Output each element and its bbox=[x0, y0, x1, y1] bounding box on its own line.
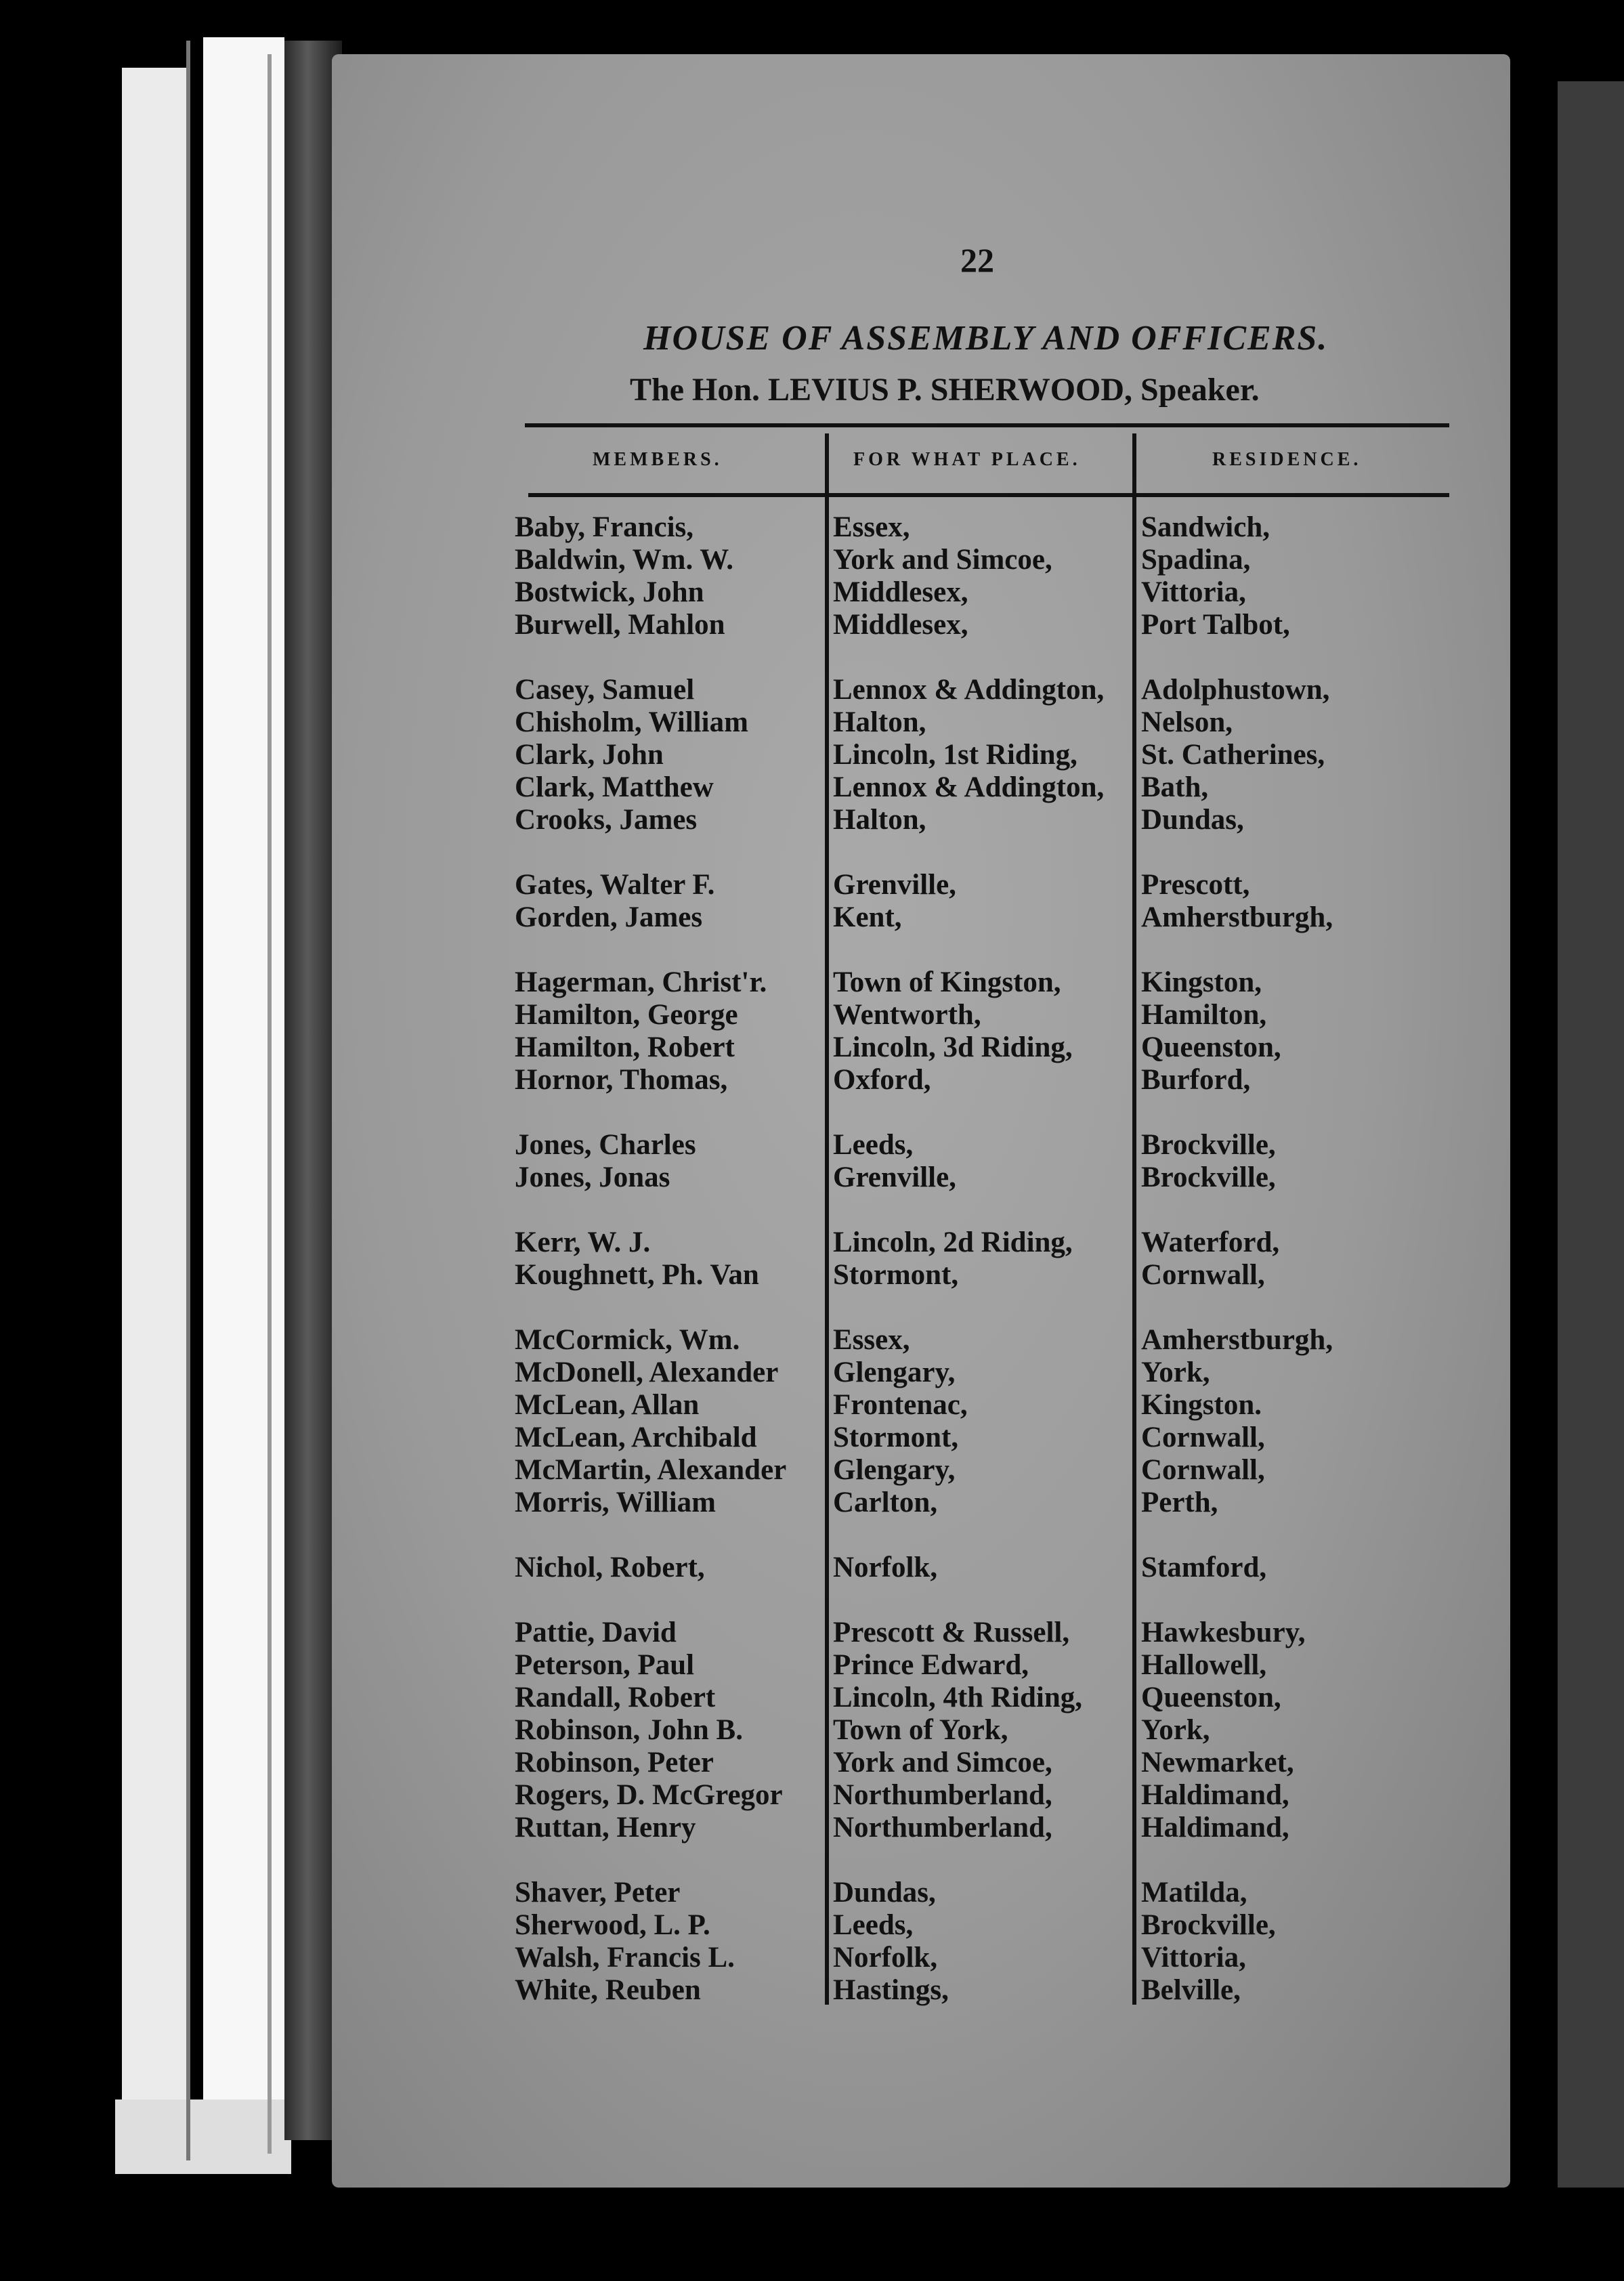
member-name: McDonell, Alexander bbox=[515, 1357, 779, 1388]
member-residence: Matilda, bbox=[1141, 1877, 1247, 1909]
member-place: Dundas, bbox=[833, 1877, 936, 1909]
member-name: McLean, Archibald bbox=[515, 1422, 757, 1453]
group-spacer bbox=[1141, 934, 1333, 966]
group-spacer bbox=[1141, 1096, 1333, 1129]
member-residence: Hawkesbury, bbox=[1141, 1617, 1306, 1648]
residence-column bbox=[1141, 511, 1333, 2007]
member-name: Robinson, Peter bbox=[515, 1747, 714, 1778]
member-residence: Adolphustown, bbox=[1141, 674, 1330, 706]
member-place: Hastings, bbox=[833, 1974, 949, 2006]
edge-line bbox=[186, 41, 190, 2160]
member-name: Hornor, Thomas, bbox=[515, 1064, 728, 1096]
member-residence: Kingston. bbox=[1141, 1389, 1262, 1421]
member-name: Hagerman, Christ'r. bbox=[515, 966, 767, 998]
member-name: McMartin, Alexander bbox=[515, 1454, 787, 1486]
member-name: Hamilton, George bbox=[515, 999, 738, 1031]
member-residence: Queenston, bbox=[1141, 1682, 1281, 1713]
member-name: Shaver, Peter bbox=[515, 1877, 681, 1909]
member-place: Town of Kingston, bbox=[833, 966, 1061, 998]
book-edge-inner bbox=[203, 37, 284, 2164]
book-edge-outer bbox=[122, 68, 186, 2167]
member-place: Prince Edward, bbox=[833, 1649, 1029, 1681]
group-spacer bbox=[1141, 836, 1333, 869]
member-name: White, Reuben bbox=[515, 1974, 701, 2006]
member-place: Glengary, bbox=[833, 1357, 956, 1388]
member-residence: Port Talbot, bbox=[1141, 609, 1290, 641]
member-residence: Haldimand, bbox=[1141, 1812, 1289, 1843]
member-place: Norfolk, bbox=[833, 1942, 938, 1974]
member-place: Norfolk, bbox=[833, 1552, 938, 1583]
member-name: Pattie, David bbox=[515, 1617, 677, 1648]
member-place: Essex, bbox=[833, 511, 910, 543]
member-name: Rogers, D. McGregor bbox=[515, 1779, 783, 1811]
member-residence: Newmarket, bbox=[1141, 1747, 1294, 1778]
member-residence: Dundas, bbox=[1141, 804, 1244, 836]
member-residence: Haldimand, bbox=[1141, 1779, 1289, 1811]
member-place: Leeds, bbox=[833, 1129, 914, 1161]
group-spacer bbox=[1141, 1844, 1333, 1877]
group-spacer bbox=[833, 1844, 1104, 1877]
member-name: Randall, Robert bbox=[515, 1682, 716, 1713]
member-residence: Waterford, bbox=[1141, 1227, 1280, 1258]
group-spacer bbox=[515, 1844, 786, 1877]
member-residence: Perth, bbox=[1141, 1487, 1218, 1518]
member-place: Glengary, bbox=[833, 1454, 956, 1486]
member-residence: Queenston, bbox=[1141, 1031, 1281, 1063]
member-name: Crooks, James bbox=[515, 804, 698, 836]
member-residence: Hamilton, bbox=[1141, 999, 1267, 1031]
member-place: Lennox & Addington, bbox=[833, 674, 1105, 706]
book-edge-bottom bbox=[115, 2099, 291, 2174]
member-place: Leeds, bbox=[833, 1909, 914, 1941]
member-name: Robinson, John B. bbox=[515, 1714, 743, 1746]
member-residence: St. Catherines, bbox=[1141, 739, 1325, 771]
member-residence: Vittoria, bbox=[1141, 576, 1246, 608]
group-spacer bbox=[1141, 1292, 1333, 1324]
facing-page-fragment bbox=[1558, 81, 1624, 2188]
group-spacer bbox=[833, 1519, 1104, 1552]
member-residence: Stamford, bbox=[1141, 1552, 1267, 1583]
member-name: Jones, Charles bbox=[515, 1129, 696, 1161]
member-name: Nichol, Robert, bbox=[515, 1552, 705, 1583]
group-spacer bbox=[1141, 1519, 1333, 1552]
column-divider-right bbox=[1132, 433, 1136, 2005]
member-name: Casey, Samuel bbox=[515, 674, 695, 706]
speaker-line: The Hon. LEVIUS P. SHERWOOD, Speaker. bbox=[630, 372, 1260, 408]
member-place: Halton, bbox=[833, 706, 926, 738]
member-place: York and Simcoe, bbox=[833, 1747, 1052, 1778]
group-spacer bbox=[515, 1096, 786, 1129]
member-place: Prescott & Russell, bbox=[833, 1617, 1070, 1648]
member-place: Essex, bbox=[833, 1324, 910, 1356]
member-name: Clark, John bbox=[515, 739, 664, 771]
member-place: Kent, bbox=[833, 901, 902, 933]
member-residence: York, bbox=[1141, 1714, 1210, 1746]
member-place: Carlton, bbox=[833, 1487, 938, 1518]
group-spacer bbox=[833, 1194, 1104, 1227]
member-place: Middlesex, bbox=[833, 576, 968, 608]
group-spacer bbox=[515, 836, 786, 869]
member-name: Morris, William bbox=[515, 1487, 716, 1518]
group-spacer bbox=[833, 836, 1104, 869]
group-spacer bbox=[515, 1292, 786, 1324]
member-residence: Burford, bbox=[1141, 1064, 1251, 1096]
member-name: McCormick, Wm. bbox=[515, 1324, 740, 1356]
member-residence: Prescott, bbox=[1141, 869, 1250, 901]
member-name: Koughnett, Ph. Van bbox=[515, 1259, 759, 1291]
member-name: Baby, Francis, bbox=[515, 511, 694, 543]
member-name: Peterson, Paul bbox=[515, 1649, 695, 1681]
member-name: Baldwin, Wm. W. bbox=[515, 544, 734, 576]
member-residence: Amherstburgh, bbox=[1141, 1324, 1333, 1356]
member-residence: Cornwall, bbox=[1141, 1422, 1265, 1453]
member-place: Wentworth, bbox=[833, 999, 981, 1031]
member-place: Oxford, bbox=[833, 1064, 931, 1096]
member-name: Walsh, Francis L. bbox=[515, 1942, 735, 1974]
page-number: 22 bbox=[960, 241, 994, 279]
member-residence: York, bbox=[1141, 1357, 1210, 1388]
member-place: Grenville, bbox=[833, 1161, 956, 1193]
column-divider-left bbox=[825, 433, 829, 2005]
column-header-members: MEMBERS. bbox=[593, 449, 723, 470]
member-residence: Hallowell, bbox=[1141, 1649, 1267, 1681]
member-place: Stormont, bbox=[833, 1259, 959, 1291]
member-place: Town of York, bbox=[833, 1714, 1008, 1746]
group-spacer bbox=[515, 1519, 786, 1552]
member-name: Bostwick, John bbox=[515, 576, 704, 608]
member-place: Frontenac, bbox=[833, 1389, 968, 1421]
member-place: Grenville, bbox=[833, 869, 956, 901]
member-residence: Cornwall, bbox=[1141, 1454, 1265, 1486]
column-header-residence: RESIDENCE. bbox=[1212, 449, 1362, 470]
member-place: York and Simcoe, bbox=[833, 544, 1052, 576]
member-place: Stormont, bbox=[833, 1422, 959, 1453]
member-name: Ruttan, Henry bbox=[515, 1812, 696, 1843]
group-spacer bbox=[1141, 1194, 1333, 1227]
column-header-place: FOR WHAT PLACE. bbox=[853, 449, 1081, 470]
header-bottom-rule bbox=[528, 493, 1449, 497]
member-place: Northumberland, bbox=[833, 1812, 1052, 1843]
member-place: Halton, bbox=[833, 804, 926, 836]
member-residence: Nelson, bbox=[1141, 706, 1233, 738]
group-spacer bbox=[515, 934, 786, 966]
member-name: Burwell, Mahlon bbox=[515, 609, 725, 641]
members-column bbox=[515, 511, 786, 2007]
group-spacer bbox=[515, 641, 786, 674]
group-spacer bbox=[515, 1194, 786, 1227]
member-residence: Belville, bbox=[1141, 1974, 1241, 2006]
group-spacer bbox=[1141, 641, 1333, 674]
group-spacer bbox=[1141, 1584, 1333, 1617]
member-residence: Kingston, bbox=[1141, 966, 1262, 998]
member-residence: Brockville, bbox=[1141, 1161, 1276, 1193]
member-name: Hamilton, Robert bbox=[515, 1031, 735, 1063]
place-column bbox=[833, 511, 1104, 2007]
member-name: Chisholm, William bbox=[515, 706, 748, 738]
member-residence: Cornwall, bbox=[1141, 1259, 1265, 1291]
member-name: Gorden, James bbox=[515, 901, 703, 933]
member-name: McLean, Allan bbox=[515, 1389, 700, 1421]
group-spacer bbox=[833, 1292, 1104, 1324]
member-place: Lincoln, 2d Riding, bbox=[833, 1227, 1073, 1258]
header-top-rule bbox=[525, 423, 1449, 427]
member-name: Jones, Jonas bbox=[515, 1161, 670, 1193]
member-name: Sherwood, L. P. bbox=[515, 1909, 710, 1941]
group-spacer bbox=[833, 1096, 1104, 1129]
member-residence: Spadina, bbox=[1141, 544, 1251, 576]
member-residence: Brockville, bbox=[1141, 1909, 1276, 1941]
group-spacer bbox=[515, 1584, 786, 1617]
edge-line bbox=[268, 54, 272, 2154]
member-place: Middlesex, bbox=[833, 609, 968, 641]
member-residence: Amherstburgh, bbox=[1141, 901, 1333, 933]
member-place: Lincoln, 1st Riding, bbox=[833, 739, 1077, 771]
member-residence: Vittoria, bbox=[1141, 1942, 1246, 1974]
member-residence: Brockville, bbox=[1141, 1129, 1276, 1161]
member-residence: Sandwich, bbox=[1141, 511, 1270, 543]
member-place: Northumberland, bbox=[833, 1779, 1052, 1811]
page-title: HOUSE OF ASSEMBLY AND OFFICERS. bbox=[643, 319, 1329, 358]
member-place: Lennox & Addington, bbox=[833, 771, 1105, 803]
member-residence: Bath, bbox=[1141, 771, 1209, 803]
member-place: Lincoln, 3d Riding, bbox=[833, 1031, 1073, 1063]
member-place: Lincoln, 4th Riding, bbox=[833, 1682, 1082, 1713]
group-spacer bbox=[833, 934, 1104, 966]
member-name: Gates, Walter F. bbox=[515, 869, 715, 901]
group-spacer bbox=[833, 1584, 1104, 1617]
member-name: Kerr, W. J. bbox=[515, 1227, 651, 1258]
member-name: Clark, Matthew bbox=[515, 771, 714, 803]
group-spacer bbox=[833, 641, 1104, 674]
